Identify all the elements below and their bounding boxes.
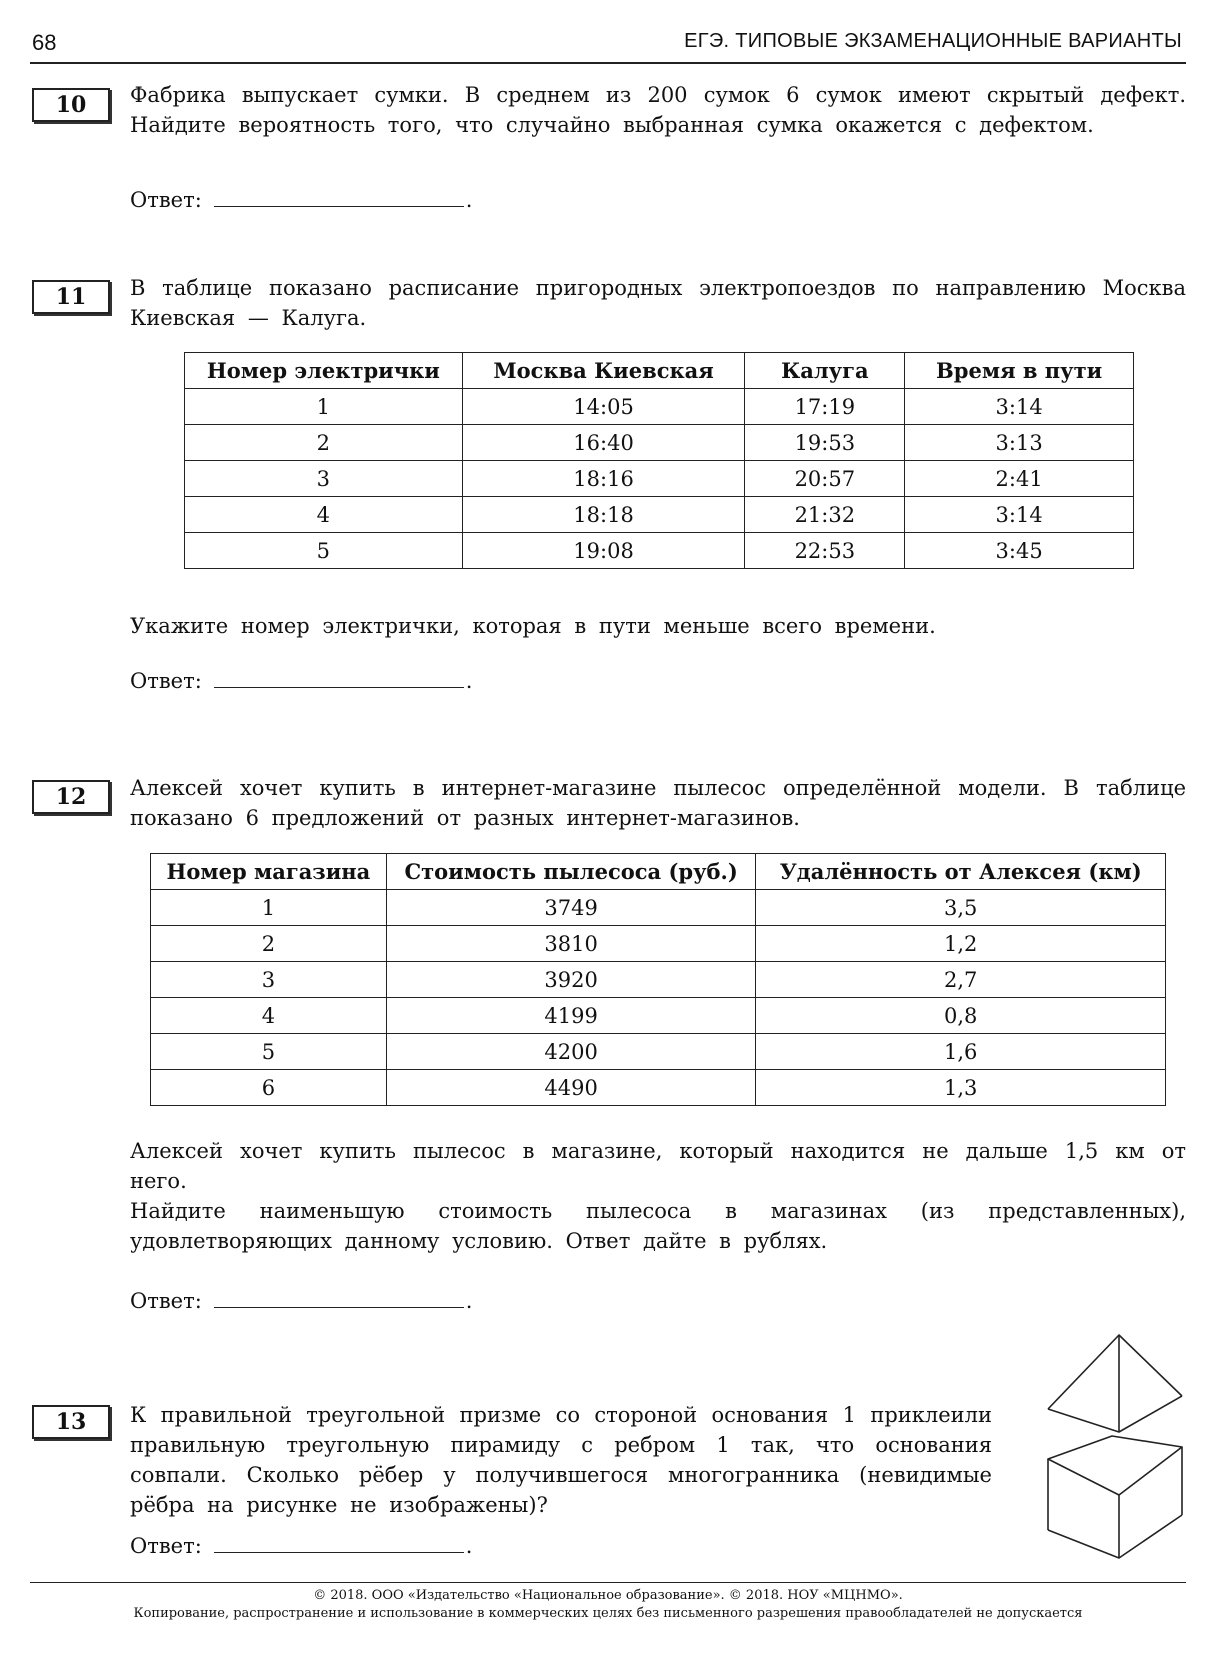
table-cell: 4200 [386, 1034, 756, 1070]
task-10-number: 10 [32, 88, 110, 122]
table-cell: 4 [151, 998, 387, 1034]
prism-bottom-edges [1048, 1515, 1182, 1558]
pyramid-outline [1048, 1335, 1182, 1409]
task-12-number: 12 [32, 780, 110, 814]
table-cell: 1 [185, 389, 463, 425]
header-rule [30, 62, 1186, 64]
table-cell: 3 [151, 962, 387, 998]
page-number: 68 [32, 30, 57, 55]
task-11-answer: Ответ: . [130, 665, 472, 696]
table-cell: 3:45 [905, 533, 1134, 569]
table-cell: 19:53 [745, 425, 905, 461]
task-11-question: Укажите номер электрички, которая в пути меньше всего времени. [130, 614, 936, 638]
table-cell: 0,8 [756, 998, 1166, 1034]
footer-rule [30, 1582, 1186, 1583]
table-cell: 4490 [386, 1070, 756, 1106]
table-cell: 14:05 [462, 389, 745, 425]
table-cell: 3 [185, 461, 463, 497]
task-13-number: 13 [32, 1405, 110, 1439]
column-header: Стоимость пылесоса (руб.) [386, 854, 756, 890]
task-11-number: 11 [32, 280, 110, 314]
task-10-text: Фабрика выпускает сумки. В среднем из 200 сумок 6 сумок имеют скрытый дефект. Найдите вероятность того, что случайно выбранная сумка окажется с дефектом. [130, 83, 1186, 137]
table-row [151, 962, 1166, 998]
table-cell: 3920 [386, 962, 756, 998]
column-header: Время в пути [905, 353, 1134, 389]
table-row [151, 998, 1166, 1034]
task-12-answer: Ответ: . [130, 1285, 472, 1316]
column-header: Номер электрички [185, 353, 463, 389]
pyramid-base-front [1048, 1396, 1182, 1432]
task-12-text: Алексей хочет купить в интернет-магазине пылесос определённой модели. В таблице показано 6 предложений от разных интернет-магазинов. [130, 776, 1186, 830]
table-row [185, 461, 1134, 497]
task-10-answer: Ответ: . [130, 184, 472, 215]
answer-field[interactable] [214, 184, 464, 207]
vacuum-offers-table [150, 853, 1166, 1106]
table-row [151, 1070, 1166, 1106]
table-cell: 2,7 [756, 962, 1166, 998]
table-cell: 1 [151, 890, 387, 926]
column-header: Калуга [745, 353, 905, 389]
table-cell: 2 [151, 926, 387, 962]
table-cell: 4199 [386, 998, 756, 1034]
table-cell: 1,3 [756, 1070, 1166, 1106]
column-header: Номер магазина [151, 854, 387, 890]
table-cell: 4 [185, 497, 463, 533]
running-head: ЕГЭ. ТИПОВЫЕ ЭКЗАМЕНАЦИОННЫЕ ВАРИАНТЫ [684, 30, 1182, 52]
table-row [151, 1034, 1166, 1070]
table-cell: 3:13 [905, 425, 1134, 461]
task-13-text: К правильной треугольной призме со стороной основания 1 приклеили правильную треугольную пирамиду с ребром 1 так, что основания совпали. Сколько рёбер у получившегося многогранника (невидимые рёбра на рисунке не изображены)? [130, 1403, 992, 1517]
table-cell: 5 [151, 1034, 387, 1070]
footer-copyright: © 2018. ООО «Издательство «Национальное образование». © 2018. НОУ «МЦНМО». [313, 1588, 903, 1603]
table-row [185, 497, 1134, 533]
table-cell: 19:08 [462, 533, 745, 569]
table-cell: 3749 [386, 890, 756, 926]
table-cell: 6 [151, 1070, 387, 1106]
answer-label: Ответ: [130, 1289, 202, 1313]
table-cell: 18:18 [462, 497, 745, 533]
answer-field[interactable] [214, 1530, 464, 1553]
table-cell: 2:41 [905, 461, 1134, 497]
table-row [151, 926, 1166, 962]
table-row [185, 533, 1134, 569]
prism-top-face [1048, 1436, 1182, 1495]
answer-field[interactable] [214, 1285, 464, 1308]
table-cell: 1,6 [756, 1034, 1166, 1070]
table-cell: 22:53 [745, 533, 905, 569]
task-12-question: Найдите наименьшую стоимость пылесоса в магазинах (из представленных), удовлетворяющих данному условию. Ответ дайте в рублях. [130, 1199, 1186, 1253]
column-header: Удалённость от Алексея (км) [756, 854, 1166, 890]
answer-label: Ответ: [130, 669, 202, 693]
task-12-condition: Алексей хочет купить пылесос в магазине, который находится не дальше 1,5 км от него. [130, 1139, 1186, 1193]
table-cell: 3810 [386, 926, 756, 962]
table-cell: 3:14 [905, 497, 1134, 533]
table-cell: 16:40 [462, 425, 745, 461]
table-cell: 21:32 [745, 497, 905, 533]
table-cell: 3:14 [905, 389, 1134, 425]
table-row [185, 425, 1134, 461]
prism-with-pyramid-figure [1040, 1330, 1190, 1565]
table-row [151, 890, 1166, 926]
table-cell: 3,5 [756, 890, 1166, 926]
task-11-text: В таблице показано расписание пригородных электропоездов по направлению Москва Киевская — Калуга. [130, 276, 1186, 330]
table-cell: 20:57 [745, 461, 905, 497]
table-header-row [185, 353, 1134, 389]
column-header: Москва Киевская [462, 353, 745, 389]
table-cell: 2 [185, 425, 463, 461]
table-cell: 17:19 [745, 389, 905, 425]
table-cell: 1,2 [756, 926, 1166, 962]
table-row [185, 389, 1134, 425]
train-schedule-table [184, 352, 1134, 569]
table-cell: 18:16 [462, 461, 745, 497]
table-cell: 5 [185, 533, 463, 569]
answer-label: Ответ: [130, 188, 202, 212]
table-header-row [151, 854, 1166, 890]
footer-notice: Копирование, распространение и использование в коммерческих целях без письменного разрешения правообладателей не допускается [133, 1606, 1083, 1621]
answer-field[interactable] [214, 665, 464, 688]
task-13-answer: Ответ: . [130, 1530, 472, 1561]
answer-label: Ответ: [130, 1534, 202, 1558]
